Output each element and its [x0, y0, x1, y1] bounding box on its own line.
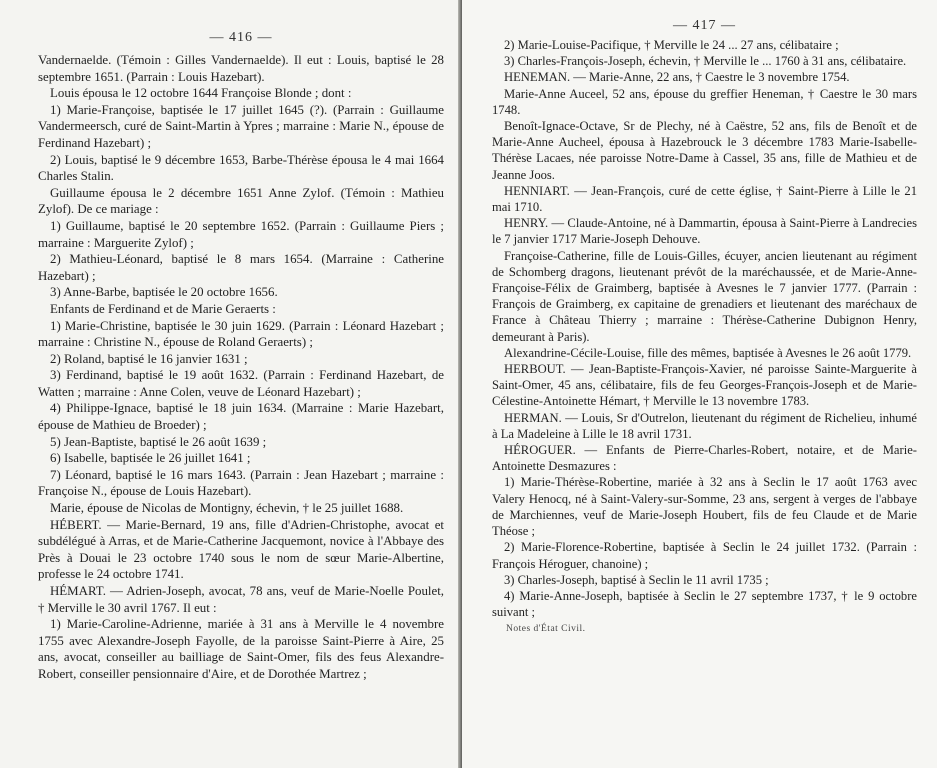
paragraph: 1) Guillaume, baptisé le 20 septembre 1652. (Parrain : Guillaume Piers ; marraine : Marguerite Zylof) ; [38, 218, 444, 250]
left-page [0, 0, 462, 768]
page-footnote: Notes d'État Civil. [506, 624, 586, 635]
paragraph: 7) Léonard, baptisé le 16 mars 1643. (Parrain : Jean Hazebart ; marraine : Françoise N., épouse de Louis Hazebart). [38, 467, 444, 499]
paragraph: Alexandrine-Cécile-Louise, fille des mêmes, baptisée à Avesnes le 26 août 1779. [504, 345, 912, 360]
paragraph: 3) Charles-Joseph, baptisé à Seclin le 11 avril 1735 ; [504, 572, 769, 587]
paragraph: Marie-Anne Auceel, 52 ans, épouse du greffier Heneman, † Caestre le 30 mars 1748. [492, 86, 917, 117]
paragraph: Guillaume épousa le 2 décembre 1651 Anne Zylof. (Témoin : Mathieu Zylof). De ce mariage : [38, 185, 444, 217]
paragraph: HÉROGUER. — Enfants de Pierre-Charles-Robert, notaire, et de Marie-Antoinette Desmazures : [492, 443, 917, 474]
paragraph: Marie, épouse de Nicolas de Montigny, échevin, † le 25 juillet 1688. [50, 501, 404, 516]
paragraph: 5) Jean-Baptiste, baptisé le 26 août 1639 ; [50, 434, 267, 449]
paragraph: 4) Marie-Anne-Joseph, baptisée à Seclin le 27 septembre 1737, † le 9 octobre suivant ; [492, 588, 917, 620]
paragraph: HENEMAN. — Marie-Anne, 22 ans, † Caestre le 3 novembre 1754. [504, 70, 850, 85]
paragraph: HERBOUT. — Jean-Baptiste-François-Xavier, né paroisse Sainte-Marguerite à Saint-Omer, 45 ans, célibataire, fils de feu Georges-François-Joseph et de Marie-Célestine-Antoinette Hémart, † Merville le 13 novembre 1783. [492, 362, 917, 409]
paragraph: Françoise-Catherine, fille de Louis-Gilles, écuyer, ancien lieutenant au régiment de Schomberg dragons, lieutenant prévôt de la maréchaussée, et de Marie-Anne-Françoise-Félix de Graimberg, baptisée à Avesnes le 7 janvier 1777. (Parrain : François de Graimberg, ex capitaine de grenadiers et lieutenant des maréchaux de France à Château Thierry ; marraine : Thérèse-Catherine Dubignon Henry, demeurant à Paris). [492, 248, 917, 344]
paragraph: HÉMART. — Adrien-Joseph, avocat, 78 ans, veuf de Marie-Noelle Poulet, † Merville le 30 avril 1767. Il eut : [38, 584, 444, 615]
paragraph: 1) Marie-Françoise, baptisée le 17 juillet 1645 (?). (Parrain : Guillaume Vandermeersch, curé de Saint-Martin à Ypres ; marraine : Marie N., épouse de Ferdinand Hazebart) ; [38, 102, 444, 150]
page-number-right: — 417 — [673, 18, 736, 33]
paragraph: Benoît-Ignace-Octave, Sr de Plechy, né à Caëstre, 52 ans, fils de Benoît et de Marie-Anne Aucheel, épousa à Hazebrouck le 3 décembre 1783 Marie-Isabelle-Thérèse Lacaes, née paroisse Notre-Dame à Cassel, 35 ans, fille de Mathieu et de Jeanne Joos. [492, 119, 917, 182]
paragraph: 2) Roland, baptisé le 16 janvier 1631 ; [50, 351, 248, 366]
paragraph: 3) Ferdinand, baptisé le 19 août 1632. (Parrain : Ferdinand Hazebart, de Watten ; marraine : Anne Colen, veuve de Léonard Hazebart) ; [38, 368, 444, 399]
paragraph: 4) Philippe-Ignace, baptisé le 18 juin 1634. (Marraine : Marie Hazebart, épouse de Mathieu de Broeder) ; [38, 401, 444, 433]
paragraph: 2) Marie-Louise-Pacifique, † Merville le 24 ... 27 ans, célibataire ; [504, 38, 839, 52]
page-number-left: — 416 — [209, 30, 273, 45]
paragraph: 1) Marie-Christine, baptisée le 30 juin 1629. (Parrain : Léonard Hazebart ; marraine : Christine N., épouse de Roland Geraerts) ; [38, 318, 444, 350]
paragraph: Louis épousa le 12 octobre 1644 Françoise Blonde ; dont : [50, 86, 352, 101]
paragraph: HÉBERT. — Marie-Bernard, 19 ans, fille d'Adrien-Christophe, avocat et subdélégué à Arras, et de Marie-Catherine Jacquemont, novice à l'Abbaye des Près à Douai le 23 octobre 1740 sous le nom de sœur Marie-Albertine, professe le 24 octobre 1741. [38, 517, 444, 582]
paragraph: HERMAN. — Louis, Sr d'Outrelon, lieutenant du régiment de Richelieu, inhumé à La Madeleine à Lille le 18 avril 1731. [492, 410, 917, 441]
paragraph: 1) Marie-Thérèse-Robertine, mariée à 32 ans à Seclin le 17 août 1763 avec Valery Henocq, né à Saint-Valery-sur-Somme, 23 ans, sergent à verges de l'abbaye de Marchiennes, veuf de Marie-Joseph Houbert, fils de feu Claude et de Marie Théose ; [492, 475, 917, 539]
paragraph: 3) Charles-François-Joseph, échevin, † Merville le ... 1760 à 31 ans, célibataire. [504, 54, 907, 69]
paragraph: 3) Anne-Barbe, baptisée le 20 octobre 1656. [50, 285, 278, 300]
paragraph: 2) Marie-Florence-Robertine, baptisée à Seclin le 24 juillet 1732. (Parrain : François Héroguer, chanoine) ; [492, 540, 917, 571]
paragraph: HENNIART. — Jean-François, curé de cette église, † Saint-Pierre à Lille le 21 mai 1710. [492, 183, 917, 215]
paragraph: HENRY. — Claude-Antoine, né à Dammartin, épousa à Saint-Pierre à Landrecies le 7 janvier 1717 Marie-Joseph Dehouve. [492, 216, 917, 247]
right-page [462, 0, 937, 768]
paragraph: 2) Louis, baptisé le 9 décembre 1653, Barbe-Thérèse épousa le 4 mai 1664 Charles Stalin. [38, 152, 444, 184]
paragraph: 1) Marie-Caroline-Adrienne, mariée à 31 ans à Merville le 4 novembre 1755 avec Alexandre-Joseph Fayolle, de la paroisse Saint-Pierre à Aire, 25 ans, avocat, conseiller au bailliage de Saint-Omer, fils des feus Alexandre-Robert, conseiller pensionnaire d'Aire, et de Dorothée Martrez ; [38, 617, 444, 681]
paragraph: 2) Mathieu-Léonard, baptisé le 8 mars 1654. (Marraine : Catherine Hazebart) ; [38, 252, 444, 283]
paragraph: 6) Isabelle, baptisée le 26 juillet 1641 ; [50, 451, 251, 466]
paragraph: Vandernaelde. (Témoin : Gilles Vandernaelde). Il eut : Louis, baptisé le 28 septembre 1651. (Parrain : Louis Hazebart). [38, 53, 444, 84]
paragraph: Enfants de Ferdinand et de Marie Geraerts : [50, 301, 276, 316]
